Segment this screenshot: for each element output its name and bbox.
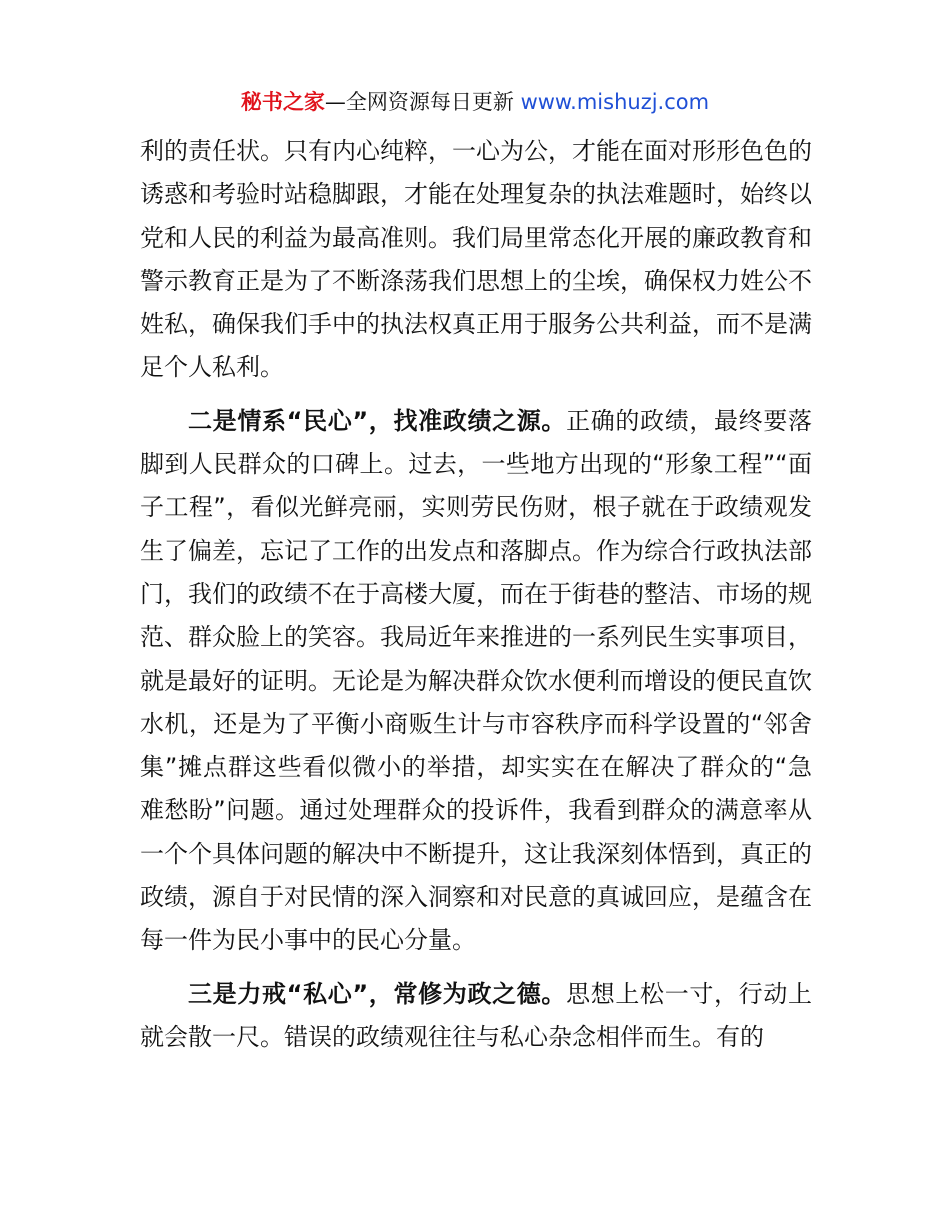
header-url[interactable]: www.mishuzj.com xyxy=(520,90,710,114)
page-header xyxy=(0,86,950,118)
paragraph-1 xyxy=(140,130,812,390)
paragraph-2 xyxy=(140,400,812,963)
paragraph-3-text: 思想上松一寸，行动上就会散一尺。错误的政绩观往往与私心杂念相伴而生。有的 xyxy=(140,979,813,1051)
header-tagline: —全网资源每日更新 xyxy=(324,90,521,114)
paragraph-2-text: 正确的政绩，最终要落脚到人民群众的口碑上。过去，一些地方出现的“形象工程”“面子工程”，看似光鲜亮丽，实则劳民伤财，根子就在于政绩观发生了偏差，忘记了工作的出发点和落脚点。作为综合行政执法部门，我们的政绩不在于高楼大厦，而在于街巷的整洁、市场的规范、群众脸上的笑容。我局近年来推进的一系列民生实事项目，就是最好的证明。无论是为解决群众饮水便利而增设的便民直饮水机，还是为了平衡小商贩生计与市容秩序而科学设置的“邻舍集”摊点群这些看似微小的举措，却实实在在解决了群众的“急难愁盼”问题。通过处理群众的投诉件，我看到群众的满意率从一个个具体问题的解决中不断提升，这让我深刻体悟到，真正的政绩，源自于对民情的深入洞察和对民意的真诚回应，是蕴含在每一件为民小事中的民心分量。 xyxy=(140,406,813,955)
header-brand: 秘书之家 xyxy=(240,90,325,114)
paragraph-3-heading: 三是力戒“私心”，常修为政之德。 xyxy=(188,979,567,1008)
paragraph-3 xyxy=(140,973,812,1060)
document-body xyxy=(140,130,812,1059)
paragraph-1-text: 利的责任状。只有内心纯粹，一心为公，才能在面对形形色色的诱惑和考验时站稳脚跟，才能在处理复杂的执法难题时，始终以党和人民的利益为最高准则。我们局里常态化开展的廉政教育和警示教育正是为了不断涤荡我们思想上的尘埃，确保权力姓公不姓私，确保我们手中的执法权真正用于服务公共利益，而不是满足个人私利。 xyxy=(140,137,812,382)
paragraph-2-heading: 二是情系“民心”，找准政绩之源。 xyxy=(188,406,567,435)
